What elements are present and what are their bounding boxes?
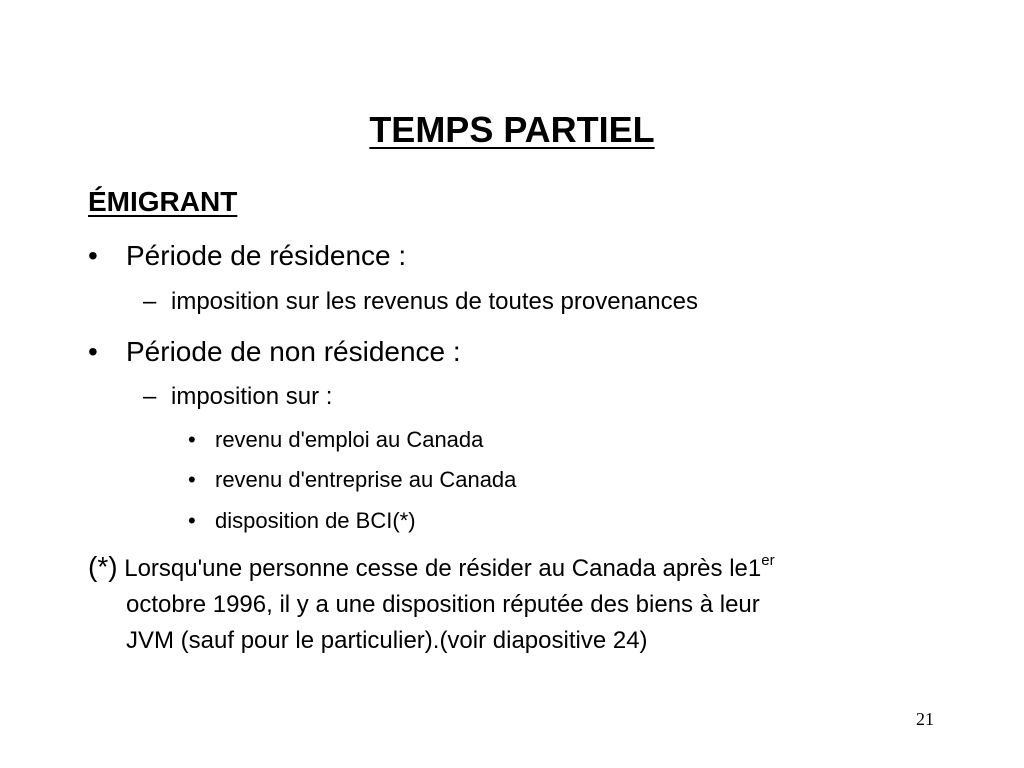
list-item-text: revenu d'emploi au Canada: [215, 427, 484, 452]
footnote-line-1: Lorsqu'une personne cesse de résider au Canada après le1: [124, 555, 762, 582]
bullet-marker: •: [188, 427, 196, 452]
page-number: 21: [916, 709, 934, 729]
list-item-text: imposition sur :: [171, 383, 333, 410]
bullet-marker: •: [188, 467, 196, 492]
footnote-line-3: JVM (sauf pour le particulier).(voir diapositive 24): [126, 627, 648, 654]
footnote-superscript: er: [761, 552, 775, 569]
list-item-text: disposition de BCI(*): [215, 508, 416, 533]
bullet-marker: •: [188, 508, 196, 533]
list-item-text: revenu d'entreprise au Canada: [215, 467, 517, 492]
section-heading: ÉMIGRANT: [88, 186, 238, 217]
list-item-text: imposition sur les revenus de toutes provenances: [171, 288, 698, 315]
dash-marker: –: [143, 383, 157, 410]
footnote: [88, 549, 948, 659]
bullet-marker: •: [88, 240, 98, 271]
list-item-text: Période de résidence :: [126, 240, 407, 271]
slide-title: TEMPS PARTIEL: [369, 109, 655, 150]
footnote-marker: (*): [88, 551, 118, 582]
list-item-text: Période de non résidence :: [126, 336, 461, 367]
dash-marker: –: [143, 288, 157, 315]
bullet-marker: •: [88, 336, 98, 367]
footnote-line-2: octobre 1996, il y a une disposition réputée des biens à leur: [126, 591, 760, 618]
